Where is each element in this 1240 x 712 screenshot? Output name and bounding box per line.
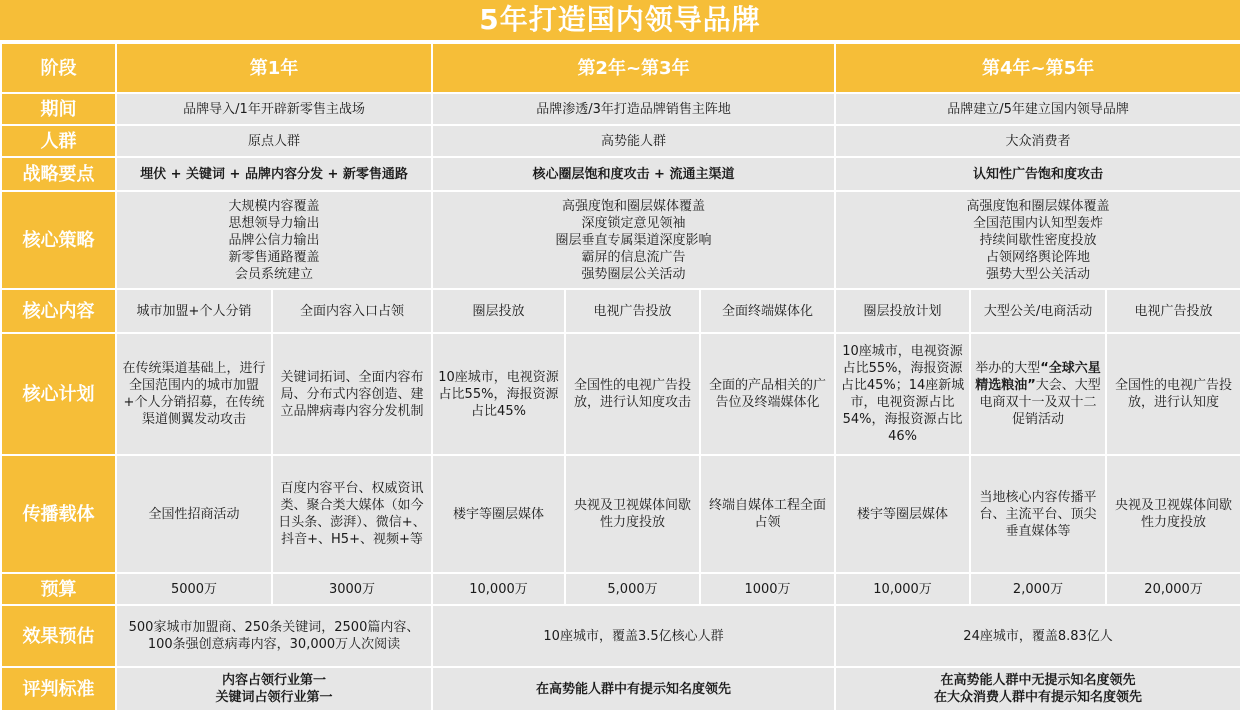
year4-5-header: 第4年~第5年	[835, 43, 1240, 93]
budget-cell: 1000万	[700, 573, 835, 605]
core-plan-cell: 全国性的电视广告投放，进行认知度	[1106, 333, 1240, 455]
criteria-y23: 在高势能人群中有提示知名度领先	[432, 667, 835, 711]
core-content-cell: 圈层投放计划	[835, 289, 970, 333]
stage-label: 阶段	[1, 43, 116, 93]
strategy-item: 品牌公信力输出	[228, 232, 320, 248]
criteria-line: 在高势能人群中无提示知名度领先	[940, 673, 1136, 688]
media-cell: 百度内容平台、权威资讯类、聚合类大媒体（如今日头条、澎湃）、微信+、抖音+、H5+、视频+等	[272, 455, 432, 573]
strategy-item: 圈层垂直专属渠道深度影响	[555, 232, 712, 248]
core-strategy-y23	[432, 191, 835, 289]
core-strategy-y45	[835, 191, 1240, 289]
budget-cell: 5000万	[116, 573, 272, 605]
core-content-cell: 电视广告投放	[1106, 289, 1240, 333]
strategy-item: 高强度饱和圈层媒体覆盖	[966, 198, 1110, 214]
crowd-y45: 大众消费者	[835, 125, 1240, 157]
year1-header: 第1年	[116, 43, 432, 93]
core-strategy-row	[1, 191, 1240, 289]
key-points-y23: 核心圈层饱和度攻击 + 流通主渠道	[432, 157, 835, 191]
period-y23: 品牌渗透/3年打造品牌销售主阵地	[432, 93, 835, 125]
event-name: “全球六星精选粮油”	[975, 361, 1101, 393]
effect-y1: 500家城市加盟商、250条关键词，2500篇内容、100条强创意病毒内容，30,000万人次阅读	[116, 605, 432, 667]
media-cell: 央视及卫视媒体间歇性力度投放	[565, 455, 700, 573]
core-strategy-y1	[116, 191, 432, 289]
core-plan-cell: 10座城市，电视资源占比55%，海报资源占比45%	[432, 333, 565, 455]
strategy-item: 大规模内容覆盖	[228, 198, 320, 214]
period-row	[1, 93, 1240, 125]
budget-cell: 10,000万	[432, 573, 565, 605]
key-points-y1: 埋伏 + 关键词 + 品牌内容分发 + 新零售通路	[116, 157, 432, 191]
header-row	[1, 43, 1240, 93]
core-plan-row	[1, 333, 1240, 455]
crowd-y1: 原点人群	[116, 125, 432, 157]
media-cell: 楼宇等圈层媒体	[835, 455, 970, 573]
event-text-a: 举办的大型	[975, 361, 1041, 376]
media-cell: 当地核心内容传播平台、主流平台、顶尖垂直媒体等	[970, 455, 1106, 573]
effect-row	[1, 605, 1240, 667]
strategy-item: 霸屏的信息流广告	[581, 249, 686, 265]
budget-cell: 5,000万	[565, 573, 700, 605]
event-text-c: 大会、大型电商双十一及双十二促销活动	[979, 378, 1101, 427]
criteria-line: 在大众消费人群中有提示知名度领先	[934, 690, 1143, 705]
budget-cell: 10,000万	[835, 573, 970, 605]
key-points-label: 战略要点	[1, 157, 116, 191]
core-strategy-label: 核心策略	[1, 191, 116, 289]
period-y1: 品牌导入/1年开辟新零售主战场	[116, 93, 432, 125]
core-content-row	[1, 289, 1240, 333]
period-label: 期间	[1, 93, 116, 125]
period-y45: 品牌建立/5年建立国内领导品牌	[835, 93, 1240, 125]
core-plan-cell-event	[970, 333, 1106, 455]
core-plan-cell: 全国性的电视广告投放，进行认知度攻击	[565, 333, 700, 455]
media-cell: 央视及卫视媒体间歇性力度投放	[1106, 455, 1240, 573]
core-plan-cell: 关键词拓词、全面内容布局、分布式内容创造、建立品牌病毒内容分发机制	[272, 333, 432, 455]
strategy-item: 强势圈层公关活动	[581, 266, 686, 282]
budget-cell: 2,000万	[970, 573, 1106, 605]
effect-label: 效果预估	[1, 605, 116, 667]
budget-row	[1, 573, 1240, 605]
criteria-line: 关键词占领行业第一	[215, 690, 333, 705]
strategy-item: 新零售通路覆盖	[228, 249, 320, 265]
media-cell: 终端自媒体工程全面占领	[700, 455, 835, 573]
criteria-y45	[835, 667, 1240, 711]
media-label: 传播载体	[1, 455, 116, 573]
effect-y45: 24座城市，覆盖8.83亿人	[835, 605, 1240, 667]
criteria-line: 内容占领行业第一	[221, 673, 326, 688]
budget-label: 预算	[1, 573, 116, 605]
strategy-item: 持续间歇性密度投放	[979, 232, 1097, 248]
core-content-cell: 全面内容入口占领	[272, 289, 432, 333]
key-points-row	[1, 157, 1240, 191]
core-content-cell: 大型公关/电商活动	[970, 289, 1106, 333]
effect-y23: 10座城市，覆盖3.5亿核心人群	[432, 605, 835, 667]
strategy-item: 高强度饱和圈层媒体覆盖	[562, 198, 706, 214]
strategy-item: 深度锁定意见领袖	[581, 215, 686, 231]
year2-3-header: 第2年~第3年	[432, 43, 835, 93]
media-cell: 全国性招商活动	[116, 455, 272, 573]
key-points-y45: 认知性广告饱和度攻击	[835, 157, 1240, 191]
crowd-label: 人群	[1, 125, 116, 157]
core-content-cell: 电视广告投放	[565, 289, 700, 333]
criteria-label: 评判标准	[1, 667, 116, 711]
strategy-item: 思想领导力输出	[228, 215, 320, 231]
core-content-cell: 城市加盟+个人分销	[116, 289, 272, 333]
criteria-y1	[116, 667, 432, 711]
crowd-row	[1, 125, 1240, 157]
brand-plan-table	[0, 42, 1240, 712]
core-plan-cell: 10座城市，电视资源占比55%，海报资源占比45%；14座新城市，电视资源占比54%，海报资源占比46%	[835, 333, 970, 455]
core-plan-cell: 在传统渠道基础上，进行全国范围内的城市加盟+个人分销招募，在传统渠道侧翼发动攻击	[116, 333, 272, 455]
strategy-item: 强势大型公关活动	[986, 266, 1091, 282]
core-content-cell: 圈层投放	[432, 289, 565, 333]
strategy-item: 占领网络舆论阵地	[986, 249, 1091, 265]
media-row	[1, 455, 1240, 573]
media-cell: 楼宇等圈层媒体	[432, 455, 565, 573]
core-content-cell: 全面终端媒体化	[700, 289, 835, 333]
budget-cell: 3000万	[272, 573, 432, 605]
criteria-row	[1, 667, 1240, 711]
core-plan-label: 核心计划	[1, 333, 116, 455]
strategy-item: 全国范围内认知型轰炸	[973, 215, 1104, 231]
crowd-y23: 高势能人群	[432, 125, 835, 157]
strategy-item: 会员系统建立	[234, 266, 313, 282]
core-content-label: 核心内容	[1, 289, 116, 333]
core-plan-cell: 全面的产品相关的广告位及终端媒体化	[700, 333, 835, 455]
budget-cell: 20,000万	[1106, 573, 1240, 605]
page-title: 5年打造国内领导品牌	[0, 0, 1240, 40]
